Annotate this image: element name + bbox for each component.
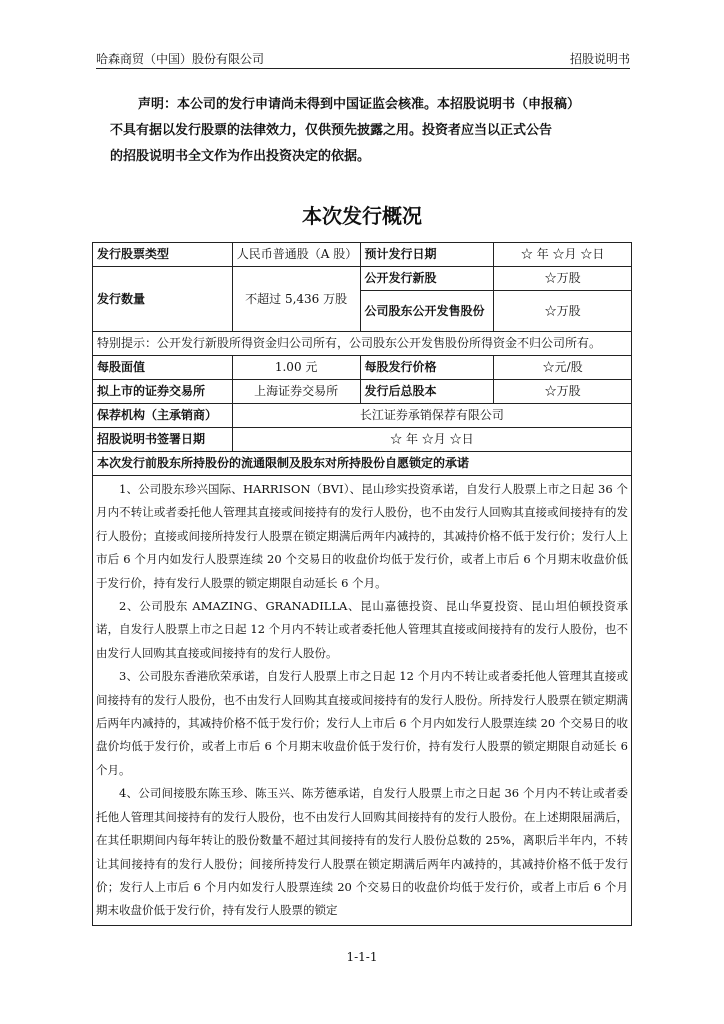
issue-date-label: 预计发行日期 [360,243,494,267]
company-name: 哈森商贸（中国）股份有限公司 [96,52,265,66]
par-value-value: 1.00 元 [232,356,360,380]
page-header [96,46,630,69]
page-number: 1-1-1 [346,950,378,964]
exchange-value: 上海证券交易所 [232,380,360,404]
sign-date-value: ☆ 年 ☆月 ☆日 [232,428,631,452]
commitment-title: 本次发行前股东所持股份的流通限制及股东对所持股份自愿锁定的承诺 [93,452,632,476]
issue-date-value: ☆ 年 ☆月 ☆日 [494,243,632,267]
quantity-label: 发行数量 [93,267,233,332]
total-shares-value: ☆万股 [494,380,632,404]
page-title: 本次发行概况 [302,204,422,228]
document-type: 招股说明书 [569,52,630,66]
shareholder-sale-label: 公司股东公开发售股份 [360,291,494,332]
sign-date-label: 招股说明书签署日期 [93,428,233,452]
stock-type-label: 发行股票类型 [93,243,233,267]
sponsor-label: 保荐机构（主承销商） [93,404,233,428]
new-shares-value: ☆万股 [494,267,632,291]
stock-type-value: 人民币普通股（A 股） [232,243,360,267]
commitment-paragraph: 2、公司股东 AMAZING、GRANADILLA、昆山嘉德投资、昆山华夏投资、昆山坦伯顿投资承诺，自发行人股票上市之日起 12 个月内不转让或者委托他人管理其直接或间接持有的发行人股份，也不由发行人回购其直接或间接持有的发行人股份。 [96,599,628,660]
offering-overview-table [92,242,632,926]
statement-line: 的招股说明书全文作为作出投资决定的依据。 [110,149,371,164]
new-shares-label: 公开发行新股 [360,267,494,291]
commitment-paragraph: 4、公司间接股东陈玉珍、陈玉兴、陈芳德承诺，自发行人股票上市之日起 36 个月内不转让或者委托他人管理其间接持有的发行人股份，也不由发行人回购其间接持有的发行人股份。在上述期限届满后，在其任职期间内每年转让的股份数量不超过其间接持有的发行人股份总数的 25%，离职后半年内，不转让其间接持有的发行人股份；间接所持发行人股票在锁定期满后两年内减持的，其减持价格不低于发行价；发行人上市后 6 个月内如发行人股票连续 20 个交易日的收盘价均低于发行价，或者上市后 6 个月期末收盘价低于发行价，持有发行人股票的锁定 [96,786,628,918]
statement-line: 不具有据以发行股票的法律效力，仅供预先披露之用。投资者应当以正式公告 [110,123,553,138]
total-shares-label: 发行后总股本 [360,380,494,404]
special-note: 特别提示：公开发行新股所得资金归公司所有，公司股东公开发售股份所得资金不归公司所有。 [93,332,632,356]
price-label: 每股发行价格 [360,356,494,380]
commitment-paragraph: 3、公司股东香港欣荣承诺，自发行人股票上市之日起 12 个月内不转让或者委托他人管理其直接或间接持有的发行人股份，也不由发行人回购其直接或间接持有的发行人股份。所持发行人股票在锁定期满后两年内减持的，其减持价格不低于发行价；发行人上市后 6 个月内如发行人股票连续 20 个交易日的收盘价均低于发行价，或者上市后 6 个月期末收盘价低于发行价，持有发行人股票的锁定期限自动延长 6 个月。 [96,669,628,777]
disclaimer-statement [110,92,630,170]
shareholder-sale-value: ☆万股 [494,291,632,332]
quantity-value: 不超过 5,436 万股 [232,267,360,332]
statement-line: 声明：本公司的发行申请尚未得到中国证监会核准。本招股说明书（申报稿） [138,97,581,112]
exchange-label: 拟上市的证券交易所 [93,380,233,404]
commitment-paragraph: 1、公司股东珍兴国际、HARRISON（BVI）、昆山珍实投资承诺，自发行人股票上市之日起 36 个月内不转让或者委托他人管理其直接或间接持有的发行人股份，也不由发行人回购其直接或间接持有的发行人股份；直接或间接所持发行人股票在锁定期满后两年内减持的，其减持价格不低于发行价；发行人上市后 6 个月内如发行人股票连续 20 个交易日的收盘价均低于发行价，或者上市后 6 个月期末收盘价低于发行价，持有发行人股票的锁定期限自动延长 6 个月。 [96,482,628,590]
commitment-body [93,476,632,926]
par-value-label: 每股面值 [93,356,233,380]
sponsor-value: 长江证券承销保荐有限公司 [232,404,631,428]
price-value: ☆元/股 [494,356,632,380]
